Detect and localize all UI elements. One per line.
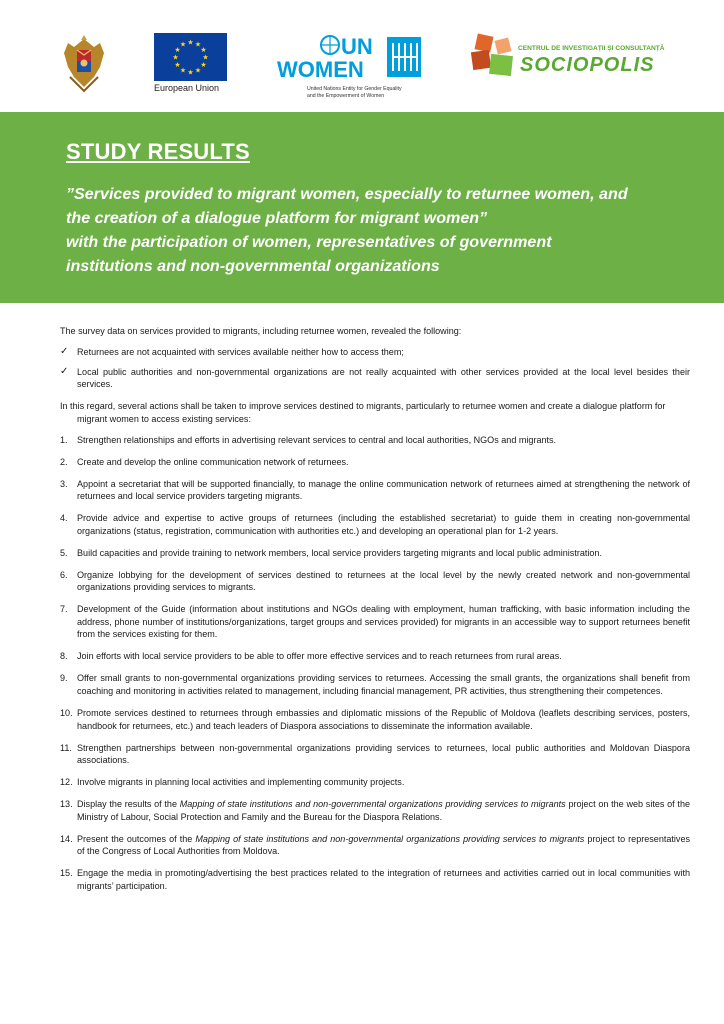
eu-flag-icon (154, 33, 227, 81)
checkmark-icon: ✓ (60, 365, 69, 377)
action-number: 3. (60, 478, 68, 489)
subtitle-line: with the participation of women, representatives of government (66, 233, 552, 251)
un-women-logo (275, 33, 425, 98)
action-text: Development of the Guide (information about institutions and NGOs dealing with employment, human trafficking, with basic information including the address, phone number of institutions/organizations, target groups and services provided) for migrants in an accessible way to support returnees benefit from the services existing for them. (77, 604, 690, 640)
project-name: Mapping of state institutions and non-governmental organizations providing services to migrants (179, 799, 566, 810)
action-item (60, 512, 690, 537)
finding-item (60, 366, 690, 391)
action-number: 13. (60, 799, 73, 810)
eu-star-icon: ★ (179, 41, 187, 49)
title-banner (0, 112, 724, 303)
action-item (60, 672, 690, 697)
findings-list (60, 346, 690, 391)
eu-star-icon: ★ (194, 67, 202, 75)
eu-star-icon: ★ (174, 47, 181, 54)
action-text-pre: Present the outcomes of the (77, 833, 196, 844)
action-number: 15. (60, 868, 73, 879)
action-item (60, 569, 690, 594)
checkmark-icon: ✓ (60, 345, 69, 357)
action-item (60, 547, 690, 560)
action-number: 14. (60, 833, 73, 844)
action-number: 7. (60, 604, 68, 615)
logo-row (0, 0, 724, 112)
subtitle-line: ”Services provided to migrant women, especially to returnee women, and (66, 185, 628, 203)
action-text: Engage the media in promoting/advertising the best practices related to the integration of returnees and activities carried out in local communities with migrants’ participation. (77, 868, 690, 891)
actions-intro-paragraph: In this regard, several actions shall be taken to improve services destined to migrants, particularly to returnee women and create a dialogue platform for migrant women to access existing services: (60, 400, 666, 424)
action-item (60, 798, 690, 823)
finding-text: Returnees are not acquainted with services available neither how to access them; (77, 346, 404, 357)
action-text (77, 798, 690, 823)
action-number: 2. (60, 456, 68, 467)
action-number: 12. (60, 777, 73, 788)
eu-star-icon: ★ (200, 62, 207, 69)
action-item (60, 603, 690, 641)
eu-star-icon: ★ (179, 67, 187, 75)
actions-list (60, 434, 690, 893)
sociopolis-name: SOCIOPOLIS (520, 54, 655, 76)
action-number: 10. (60, 707, 73, 718)
eu-star-icon: ★ (174, 62, 181, 69)
document-body (60, 325, 690, 902)
action-number: 6. (60, 569, 68, 580)
action-text: Strengthen relationships and efforts in advertising relevant services to central and local authorities, NGOs and migrants. (77, 434, 557, 445)
eu-star-icon: ★ (194, 41, 202, 49)
coat-of-arms-icon (60, 33, 108, 95)
action-item (60, 867, 690, 892)
action-text: Involve migrants in planning local activities and implementing community projects. (77, 777, 405, 788)
action-number: 9. (60, 673, 68, 684)
action-text: Strengthen partnerships between non-governmental organizations providing services to returnees, local public authorities and Moldovan Diaspora associations. (77, 742, 690, 766)
eu-star-icon: ★ (172, 54, 179, 62)
svg-text:WOMEN: WOMEN (277, 57, 364, 81)
action-text: Offer small grants to non-governmental organizations providing services to returnees. Accessing the small grants, the organizations shall benefit from coaching and monitoring in activities related to management, including financial management, PR activities, thus strengthening their competences. (77, 673, 690, 696)
eu-label: European Union (154, 83, 220, 93)
finding-text: Local public authorities and non-governmental organizations are not really acquainted with other services provided at the local level besides their services. (77, 366, 690, 390)
action-item (60, 434, 690, 447)
project-name: Mapping of state institutions and non-governmental organizations providing services to migrants (195, 833, 585, 844)
action-number: 8. (60, 651, 68, 662)
svg-text:UN: UN (341, 34, 373, 59)
action-number: 5. (60, 547, 68, 558)
subtitle-line: institutions and non-governmental organizations (66, 257, 440, 275)
sociopolis-logo (470, 31, 670, 81)
action-item (60, 776, 690, 789)
action-text: Create and develop the online communication network of returnees. (77, 456, 349, 467)
action-item (60, 456, 690, 469)
eu-star-icon: ★ (187, 69, 194, 77)
subtitle-line: the creation of a dialogue platform for migrant women” (66, 209, 488, 227)
eu-star-icon: ★ (187, 39, 194, 47)
action-item (60, 707, 690, 732)
action-text: Join efforts with local service providers to be able to offer more effective services and to reach returnees from rural areas. (77, 651, 562, 662)
action-text-pre: Display the results of the (77, 799, 180, 810)
action-text: Provide advice and expertise to active groups of returnees (including the established secretariat) to guide them in creating non-governmental organizations (status, registration, communication with authorities etc.) and developing an operational plan for 1-2 years. (77, 513, 690, 536)
moldova-coat-of-arms-logo (60, 33, 108, 95)
un-women-emblem-icon (275, 33, 425, 81)
page-title: STUDY RESULTS (66, 139, 250, 164)
action-number: 11. (60, 742, 72, 753)
action-item (60, 650, 690, 663)
eu-star-icon: ★ (202, 54, 209, 62)
action-text-post: project on the web sites of the Ministry of Labour, Social Protection and Family and the Bureau for the Diaspora Relations. (77, 799, 691, 822)
sociopolis-tagline: CENTRUL DE INVESTIGAȚII ȘI CONSULTANȚĂ (518, 45, 665, 52)
action-text: Build capacities and provide training to network members, local service providers targeting migrants and local public administration. (77, 547, 602, 558)
action-item (60, 478, 690, 503)
study-subtitle (66, 182, 704, 278)
action-number: 4. (60, 513, 68, 524)
action-text: Promote services destined to returnees through embassies and diplomatic missions of the Republic of Moldova (leaflets describing services, posters, handbook for returnees, etc.) and teach leaders of Diaspora associations to disseminate the information available. (77, 707, 690, 731)
action-text-post: project to representatives of the Congress of Local Authorities from Moldova. (77, 833, 691, 857)
un-women-subtitle-line: United Nations Entity for Gender Equality (307, 86, 402, 92)
action-text: Organize lobbying for the development of services destined to returnees at the local level by the newly created network and non-governmental organizations providing services to migrants. (77, 569, 690, 593)
action-item (60, 742, 690, 767)
action-item (60, 833, 690, 858)
intro-paragraph: The survey data on services provided to migrants, including returnee women, revealed the following: (60, 326, 462, 336)
eu-star-icon: ★ (200, 47, 207, 54)
un-women-subtitle-line: and the Empowerment of Women (307, 92, 385, 99)
action-number: 1. (60, 434, 68, 445)
action-text (77, 833, 690, 858)
finding-item (60, 346, 690, 359)
action-text: Appoint a secretariat that will be supported financially, to manage the online communication network of returnees aimed at strengthening the network of returnees and local service providers targeting migrants. (77, 478, 690, 502)
european-union-logo (154, 33, 227, 93)
